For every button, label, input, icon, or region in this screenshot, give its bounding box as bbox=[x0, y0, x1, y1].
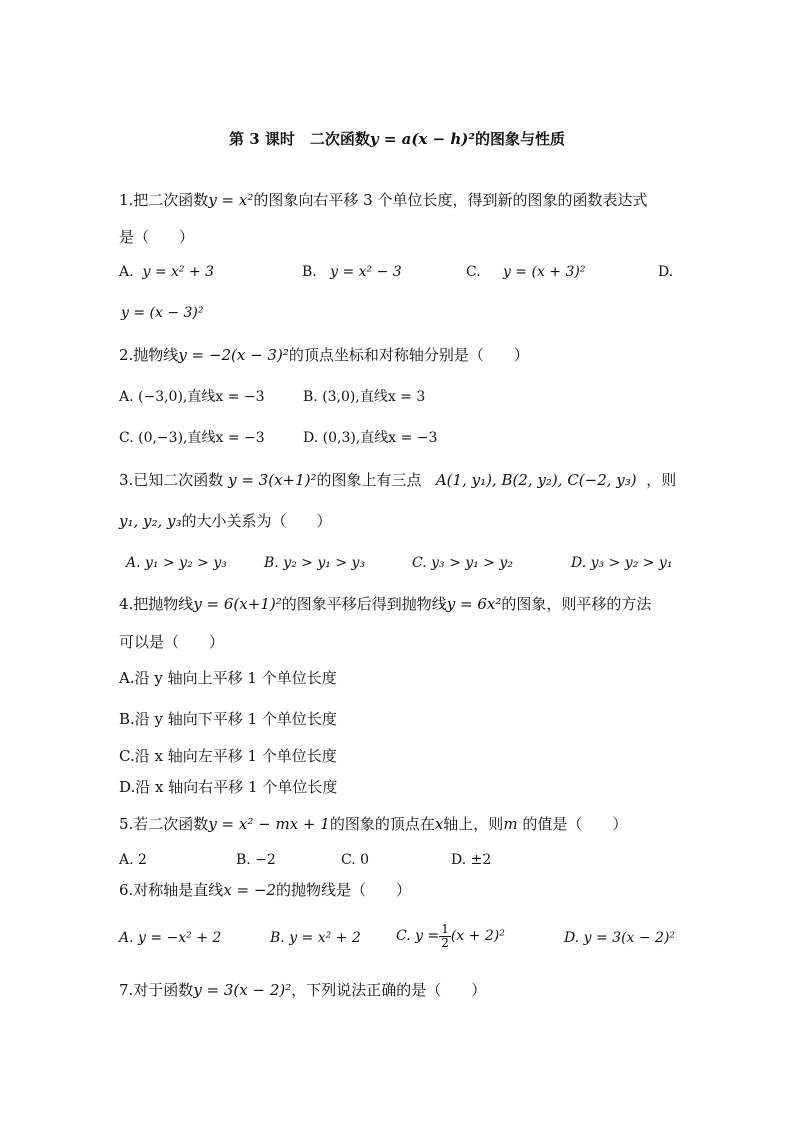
question-1-line-2: 是（ ） bbox=[119, 228, 195, 246]
question-2: 2.抛物线y = −2(x − 3)²的顶点坐标和对称轴分别是（ ） bbox=[119, 346, 529, 364]
q6-option-d: D. y = 3(x − 2)² bbox=[564, 930, 676, 946]
q3-option-d: D. y₃ > y₂ > y₁ bbox=[571, 555, 673, 571]
q1-option-a: A. y = x² + 3 bbox=[119, 264, 215, 280]
q1-option-d: y = (x − 3)² bbox=[121, 305, 204, 321]
q4-option-c: C.沿 x 轴向左平移 1 个单位长度 bbox=[119, 747, 337, 765]
question-7: 7.对于函数y = 3(x − 2)²，下列说法正确的是（ ） bbox=[119, 981, 487, 999]
fraction-one-half: $\frac{1}{2}$ bbox=[441, 921, 449, 950]
question-4-line-2: 可以是（ ） bbox=[119, 633, 225, 651]
q5-option-b: B. −2 bbox=[236, 852, 276, 868]
q1-option-b: B. y = x² − 3 bbox=[302, 264, 402, 280]
page-title bbox=[0, 128, 794, 149]
q2-option-d: D. (0,3),直线x = −3 bbox=[303, 430, 438, 446]
q6-option-a: A. y = −x² + 2 bbox=[119, 930, 222, 946]
q2-option-c: C. (0,−3),直线x = −3 bbox=[119, 430, 265, 446]
q6-option-b: B. y = x² + 2 bbox=[270, 930, 361, 946]
q3-option-b: B. y₂ > y₁ > y₃ bbox=[264, 555, 366, 571]
question-6: 6.对称轴是直线x = −2的抛物线是（ ） bbox=[119, 881, 412, 899]
q5-option-a: A. 2 bbox=[119, 852, 147, 868]
q3-option-c: C. y₃ > y₁ > y₂ bbox=[412, 555, 513, 571]
q4-option-a: A.沿 y 轴向上平移 1 个单位长度 bbox=[119, 669, 337, 687]
q1-option-d-label: D. bbox=[658, 264, 674, 280]
q2-option-b: B. (3,0),直线x = 3 bbox=[303, 389, 426, 405]
q4-option-d: D.沿 x 轴向右平移 1 个单位长度 bbox=[119, 778, 338, 796]
question-3-line-1: 3.已知二次函数 y = 3(x+1)²的图象上有三点 A(1, y₁), B(2, y₂), C(−2, y₃) ，则 bbox=[119, 471, 677, 489]
q5-option-d: D. ±2 bbox=[451, 852, 492, 868]
q3-option-a: A. y₁ > y₂ > y₃ bbox=[126, 555, 227, 571]
question-1-line-1: 1.把二次函数y = x²的图象向右平移 3 个单位长度，得到新的图象的函数表达式 bbox=[119, 191, 648, 209]
q2-option-a: A. (−3,0),直线x = −3 bbox=[119, 389, 265, 405]
title-suffix: 的图象与性质 bbox=[474, 130, 565, 148]
question-4-line-1: 4.把抛物线y = 6(x+1)²的图象平移后得到抛物线y = 6x²的图象，则平移的方法 bbox=[119, 595, 652, 613]
question-5: 5.若二次函数y = x² − mx + 1的图象的顶点在x轴上，则m 的值是（ ） bbox=[119, 815, 628, 833]
q1-option-c: C. y = (x + 3)² bbox=[466, 264, 586, 280]
q6-option-c: C. y = $\frac{1}{2}$ (x + 2)² bbox=[396, 921, 505, 950]
question-3-line-2: y₁, y₂, y₃的大小关系为（ ） bbox=[119, 512, 332, 530]
q4-option-b: B.沿 y 轴向下平移 1 个单位长度 bbox=[119, 710, 337, 728]
q5-option-c: C. 0 bbox=[341, 852, 370, 868]
title-prefix: 第 3 课时 二次函数 bbox=[229, 130, 370, 148]
title-formula: y = a(x − h)² bbox=[369, 130, 475, 148]
